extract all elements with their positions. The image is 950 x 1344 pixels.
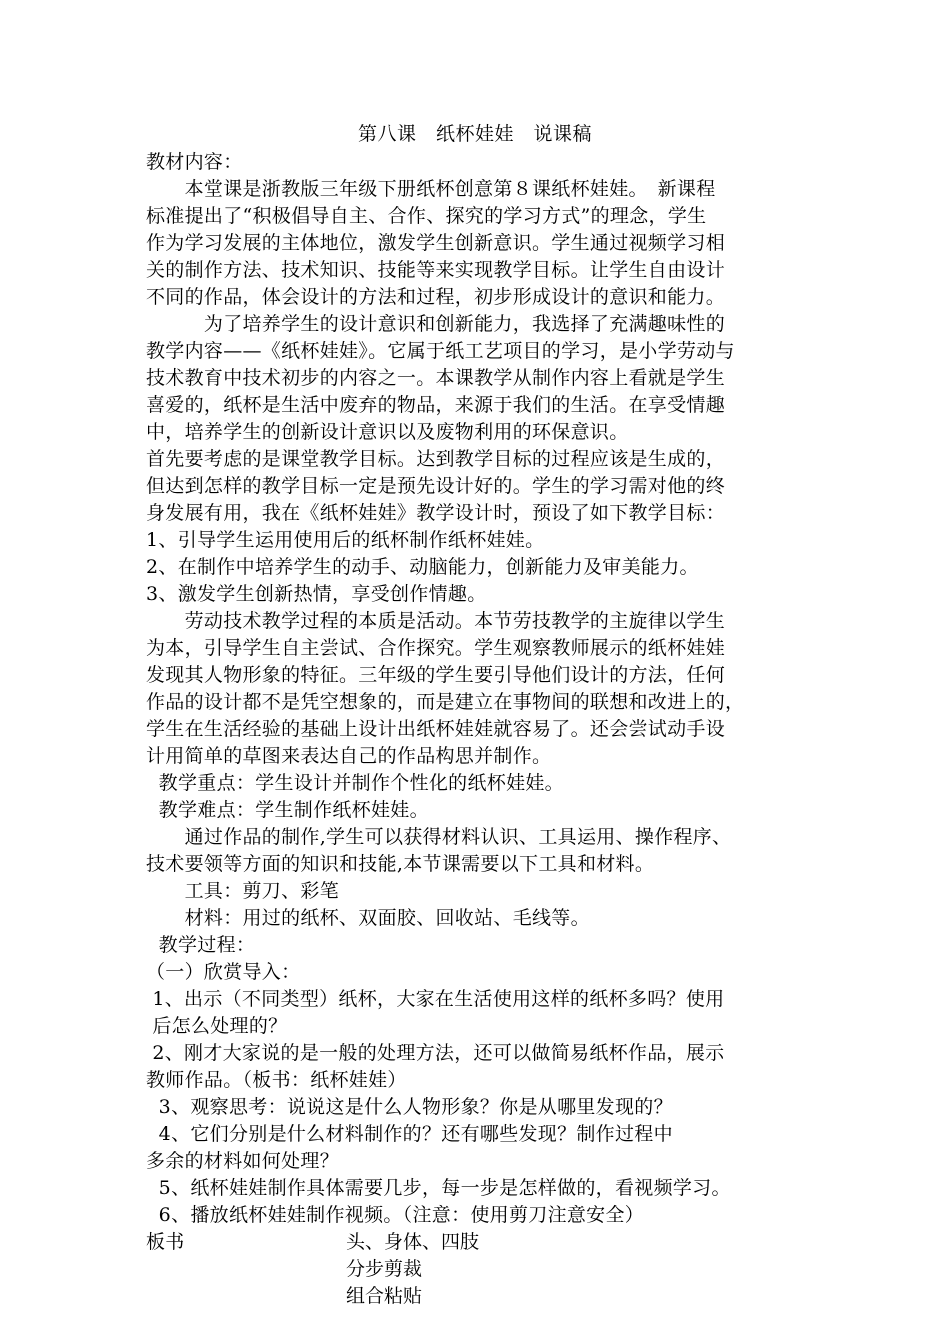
text-line: 标准提出了“积极倡导自主、合作、探究的学习方式”的理念，学生 bbox=[146, 205, 707, 227]
text-line: 后怎么处理的？ bbox=[146, 1015, 288, 1037]
text-line: 教师作品。（板书：纸杯娃娃） bbox=[146, 1069, 407, 1091]
text-line: 为本，引导学生自主尝试、合作探究。学生观察教师展示的纸杯娃娃 bbox=[146, 637, 726, 659]
text-line: 技术要领等方面的知识和技能,本节课需要以下工具和材料。 bbox=[146, 853, 655, 875]
board-item: 头、身体、四肢 bbox=[346, 1231, 480, 1253]
text-line: 1、引导学生运用使用后的纸杯制作纸杯娃娃。 bbox=[146, 529, 545, 551]
board-item: 分步剪裁 bbox=[346, 1258, 423, 1280]
text-line: 教学过程： bbox=[146, 934, 256, 956]
text-line: 2、刚才大家说的是一般的处理方法，还可以做简易纸杯作品，展示 bbox=[146, 1042, 725, 1064]
text-line: 发现其人物形象的特征。三年级的学生要引导他们设计的方法，任何 bbox=[146, 664, 726, 686]
text-line: 中，培养学生的创新设计意识以及废物利用的环保意识。 bbox=[146, 421, 629, 443]
text-line: 教学重点：学生设计并制作个性化的纸杯娃娃。 bbox=[146, 772, 564, 794]
text-line: 工具：剪刀、彩笔 bbox=[146, 880, 340, 902]
text-line: 技术教育中技术初步的内容之一。本课教学从制作内容上看就是学生 bbox=[146, 367, 726, 389]
text-line: 2、在制作中培养学生的动手、动脑能力，创新能力及审美能力。 bbox=[146, 556, 699, 578]
text-line: 5、纸杯娃娃制作具体需要几步，每一步是怎样做的，看视频学习。 bbox=[146, 1177, 731, 1199]
text-line: 教学难点：学生制作纸杯娃娃。 bbox=[146, 799, 429, 821]
text-line: 身发展有用，我在《纸杯娃娃》教学设计时，预设了如下教学目标： bbox=[146, 502, 726, 524]
board-item: 组合粘贴 bbox=[346, 1285, 423, 1307]
text-line: 6、播放纸杯娃娃制作视频。（注意：使用剪刀注意安全） bbox=[146, 1204, 645, 1226]
text-line: 3、观察思考：说说这是什么人物形象？你是从哪里发现的？ bbox=[146, 1096, 673, 1118]
text-line: 但达到怎样的教学目标一定是预先设计好的。学生的学习需对他的终 bbox=[146, 475, 726, 497]
text-line: （一）欣赏导入： bbox=[146, 961, 301, 983]
text-line: 多余的材料如何处理？ bbox=[146, 1150, 340, 1172]
text-line: 不同的作品，体会设计的方法和过程，初步形成设计的意识和能力。 bbox=[146, 286, 726, 308]
page-title: 第八课 纸杯娃娃 说课稿 bbox=[357, 123, 592, 145]
text-line: 劳动技术教学过程的本质是活动。本节劳技教学的主旋律以学生 bbox=[146, 610, 726, 632]
text-line: 计用简单的草图来表达自己的作品构思并制作。 bbox=[146, 745, 552, 767]
text-line: 材料：用过的纸杯、双面胶、回收站、毛线等。 bbox=[146, 907, 590, 929]
text-line: 教学内容——《纸杯娃娃》。它属于纸工艺项目的学习，是小学劳动与 bbox=[146, 340, 735, 362]
text-line: 教材内容： bbox=[146, 151, 243, 173]
text-line: 通过作品的制作,学生可以获得材料认识、工具运用、操作程序、 bbox=[146, 826, 732, 848]
text-line: 3、激发学生创新热情，享受创作情趣。 bbox=[146, 583, 487, 605]
text-line: 作为学习发展的主体地位，激发学生创新意识。学生通过视频学习相 bbox=[146, 232, 726, 254]
text-line: 本堂课是浙教版三年级下册纸杯创意第８课纸杯娃娃。 新课程 bbox=[146, 178, 716, 200]
text-line: 首先要考虑的是课堂教学目标。达到教学目标的过程应该是生成的， bbox=[146, 448, 726, 470]
text-line: 作品的设计都不是凭空想象的，而是建立在事物间的联想和改进上的， bbox=[146, 691, 745, 713]
text-line: 喜爱的，纸杯是生活中废弃的物品，来源于我们的生活。在享受情趣 bbox=[146, 394, 726, 416]
text-line: 4、它们分别是什么材料制作的？还有哪些发现？制作过程中 bbox=[146, 1123, 673, 1145]
text-line: 学生在生活经验的基础上设计出纸杯娃娃就容易了。还会尝试动手设 bbox=[146, 718, 726, 740]
text-line: 为了培养学生的设计意识和创新能力，我选择了充满趣味性的 bbox=[146, 313, 726, 335]
board-label: 板书 bbox=[146, 1231, 185, 1253]
text-line: 关的制作方法、技术知识、技能等来实现教学目标。让学生自由设计 bbox=[146, 259, 726, 281]
text-line: 1、出示（不同类型）纸杯，大家在生活使用这样的纸杯多吗？使用 bbox=[146, 988, 725, 1010]
